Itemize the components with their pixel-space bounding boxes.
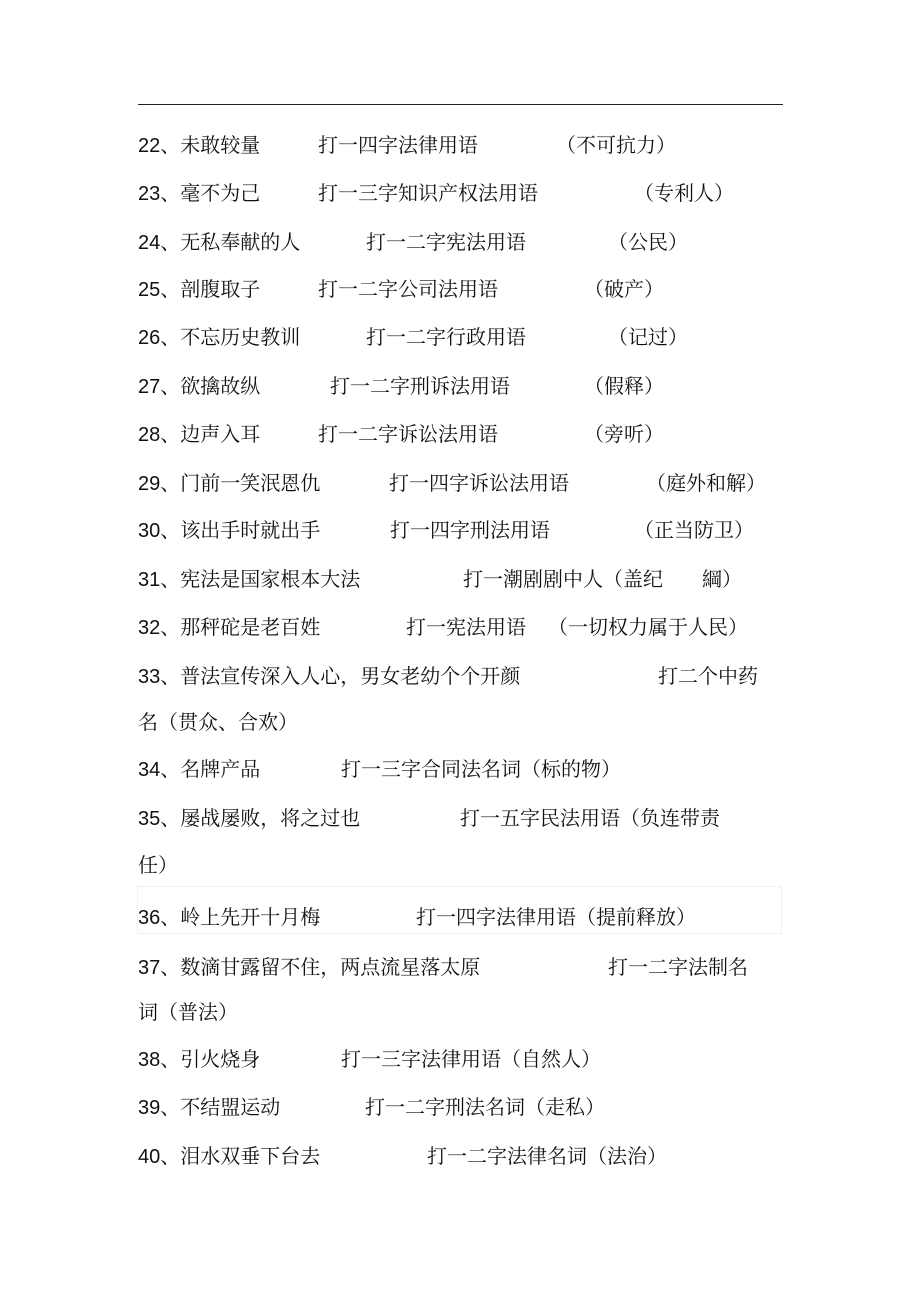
riddle-text: 、屡战屡败，将之过也: [160, 806, 361, 830]
hint-text: 打一二字刑诉法用语: [330, 374, 510, 398]
riddle-text: 、泪水双垂下台去: [160, 1144, 321, 1168]
answer-text: （旁听）: [584, 422, 664, 446]
riddle-text: 、岭上先开十月梅: [160, 905, 321, 929]
item-number: 24: [138, 232, 161, 254]
hint-text: 打一四字法律用语: [318, 133, 478, 157]
answer-text: （假释）: [584, 374, 664, 398]
hint-text: 打一四字刑法用语: [390, 518, 550, 542]
riddle-text: 、剖腹取子: [160, 277, 261, 301]
item-number: 26: [138, 327, 161, 349]
answer-text: （专利人）: [634, 181, 734, 205]
answer-text: （不可抗力）: [556, 133, 676, 157]
item-number: 37: [138, 957, 161, 979]
item-number: 34: [138, 759, 161, 781]
hint-text: 打一三字合同法名词（标的物）: [341, 757, 621, 781]
hint-text: 打一二字行政用语: [366, 325, 526, 349]
answer-text: （公民）: [608, 230, 688, 254]
item-number: 31: [138, 569, 161, 591]
hint-text: 打二个中药: [658, 664, 758, 688]
riddle-text: 、名牌产品: [160, 757, 261, 781]
item-number: 33: [138, 666, 161, 688]
item-number: 40: [138, 1146, 161, 1168]
riddle-text: 、门前一笑泯恩仇: [160, 471, 321, 495]
riddle-text: 、未敢较量: [160, 133, 261, 157]
answer-text: （庭外和解）: [646, 471, 766, 495]
header-rule: [138, 104, 783, 105]
answer-text: （一切权力属于人民）: [548, 615, 748, 639]
riddle-text: 、引火烧身: [160, 1047, 261, 1071]
item-number: 32: [138, 617, 161, 639]
hint-text: 打一四字法律用语（提前释放）: [416, 905, 696, 929]
riddle-text: 、不结盟运动: [160, 1095, 281, 1119]
item-number: 30: [138, 520, 161, 542]
answer-text: （正当防卫）: [634, 518, 754, 542]
item-number: 29: [138, 473, 161, 495]
riddle-text: 、不忘历史教训: [160, 325, 301, 349]
answer-text: （记过）: [608, 325, 688, 349]
riddle-text: 、毫不为己: [160, 181, 261, 205]
item-number: 25: [138, 279, 161, 301]
item-number: 35: [138, 808, 161, 830]
hint-text: 打一二字公司法用语: [318, 277, 498, 301]
riddle-text: 、宪法是国家根本大法: [160, 567, 361, 591]
hint-text: 打一二字宪法用语: [366, 230, 526, 254]
hint-text: 打一三字知识产权法用语: [318, 181, 538, 205]
continuation-text: 名（贯众、合欢）: [138, 710, 298, 734]
answer-text: （破产）: [584, 277, 664, 301]
item-number: 23: [138, 183, 161, 205]
continuation-text: 词（普法）: [138, 1000, 238, 1024]
riddle-text: 、普法宣传深入人心，男女老幼个个开颜: [160, 664, 521, 688]
item-number: 28: [138, 424, 161, 446]
hint-text: 打一五字民法用语（负连带责: [460, 806, 720, 830]
item-number: 39: [138, 1097, 161, 1119]
hint-text: 打一二字诉讼法用语: [318, 422, 498, 446]
hint-text: 打一四字诉讼法用语: [389, 471, 569, 495]
riddle-text: 、边声入耳: [160, 422, 261, 446]
hint-text: 打一三字法律用语（自然人）: [341, 1047, 601, 1071]
riddle-text: 、欲擒故纵: [160, 374, 261, 398]
hint-text: 打一二字法制名: [608, 955, 748, 979]
item-number: 27: [138, 376, 161, 398]
riddle-text: 、那秤砣是老百姓: [160, 615, 321, 639]
continuation-text: 任）: [138, 853, 178, 877]
item-number: 22: [138, 135, 161, 157]
answer-text: 綱）: [702, 567, 742, 591]
hint-text: 打一二字法律名词（法治）: [427, 1144, 667, 1168]
hint-text: 打一宪法用语: [406, 615, 526, 639]
hint-text: 打一二字刑法名词（走私）: [365, 1095, 605, 1119]
riddle-text: 、无私奉献的人: [160, 230, 301, 254]
riddle-text: 、该出手时就出手: [160, 518, 321, 542]
item-number: 38: [138, 1049, 161, 1071]
item-number: 36: [138, 907, 161, 929]
hint-text: 打一潮剧剧中人（盖纪: [463, 567, 663, 591]
riddle-text: 、数滴甘露留不住，两点流星落太原: [160, 955, 481, 979]
